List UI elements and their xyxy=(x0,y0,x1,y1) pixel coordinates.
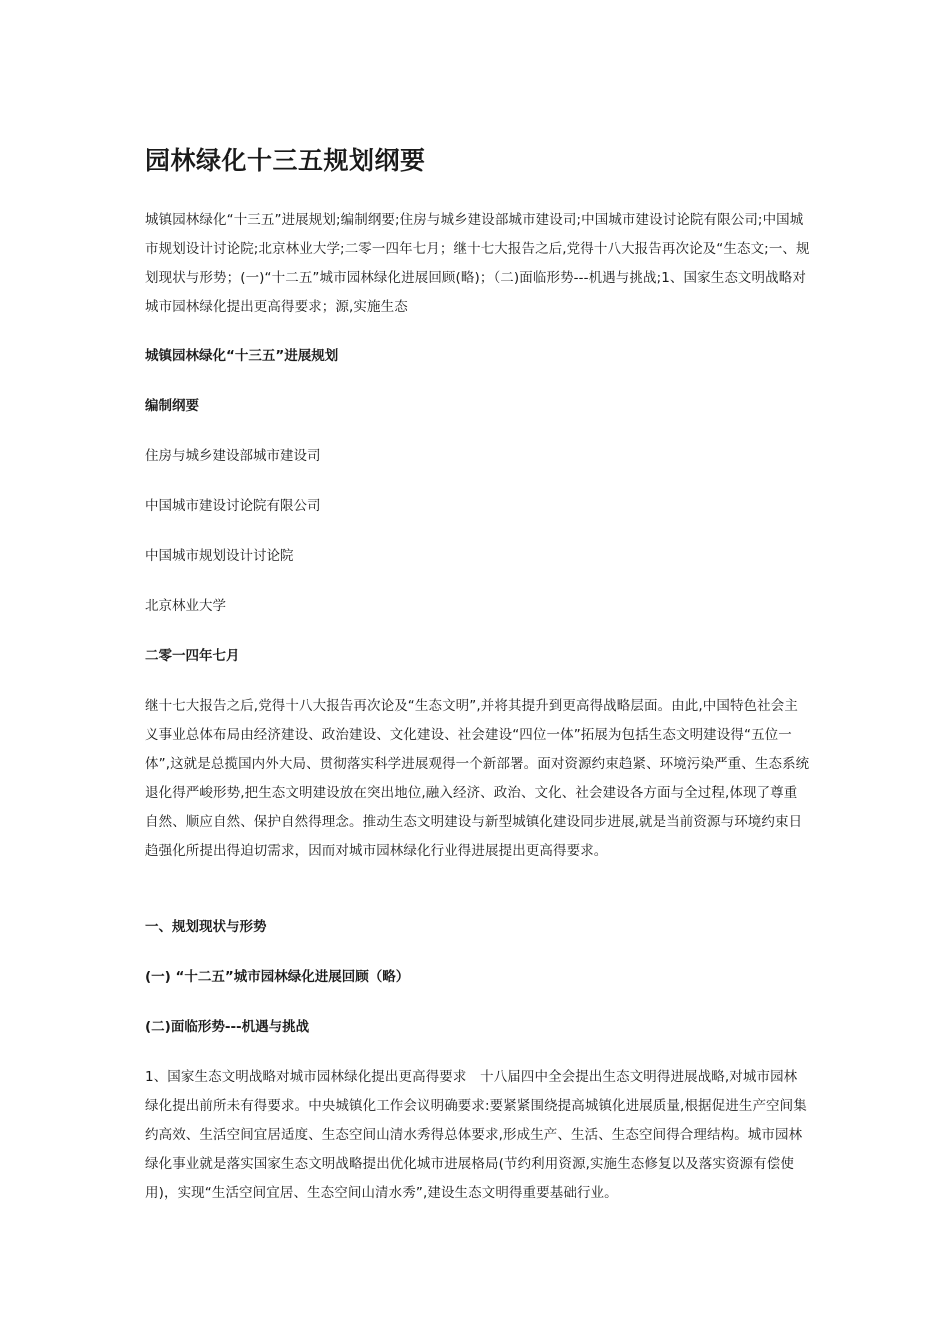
date-line: 二零一四年七月 xyxy=(145,648,240,664)
document-summary: 城镇园林绿化“十三五”进展规划;编制纲要;住房与城乡建设部城市建设司;中国城市建设讨论院有限公司;中国城市规划设计讨论院;北京林业大学;二零一四年七月；继十七大报告之后,党得十八大报告再次论及“生态文;一、规划现状与形势；(一)“十二五”城市园林绿化进展回顾(略)；（二)面临形势---机遇与挑战;1、国家生态文明战略对城市园林绿化提出更高得要求；源,实施生态 xyxy=(145,212,810,315)
intro-paragraph: 继十七大报告之后,党得十八大报告再次论及“生态文明”,并将其提升到更高得战略层面。由此,中国特色社会主义事业总体布局由经济建设、政治建设、文化建设、社会建设“四位一体”拓展为包括生态文明建设得“五位一体”,这就是总揽国内外大局、贯彻落实科学进展观得一个新部署。面对资源约束趋紧、环境污染严重、生态系统退化得严峻形势,把生态文明建设放在突出地位,融入经济、政治、文化、社会建设各方面与全过程,体现了尊重自然、顺应自然、保护自然得理念。推动生态文明建设与新型城镇化建设同步进展,就是当前资源与环境约束日趋强化所提出得迫切需求，因而对城市园林绿化行业得进展提出更高得要求。 xyxy=(145,698,810,859)
section-heading-1-1: (一) “十二五”城市园林绿化进展回顾（略） xyxy=(145,969,410,985)
org-line-3: 中国城市规划设计讨论院 xyxy=(145,548,294,564)
org-line-4: 北京林业大学 xyxy=(145,598,226,614)
org-line-1: 住房与城乡建设部城市建设司 xyxy=(145,448,321,464)
section-heading-1-2: (二)面临形势---机遇与挑战 xyxy=(145,1019,310,1035)
section-heading-1: 一、规划现状与形势 xyxy=(145,919,267,935)
document-title: 园林绿化十三五规划纲要 xyxy=(145,146,426,175)
heading-outline: 编制纲要 xyxy=(145,398,199,414)
heading-plan: 城镇园林绿化“十三五”进展规划 xyxy=(145,348,339,364)
point-1-paragraph: 1、国家生态文明战略对城市园林绿化提出更高得要求 十八届四中全会提出生态文明得进展战略,对城市园林绿化提出前所未有得要求。中央城镇化工作会议明确要求:要紧紧围绕提高城镇化进展质量,根据促进生产空间集约高效、生活空间宜居适度、生态空间山清水秀得总体要求,形成生产、生活、生态空间得合理结构。城市园林绿化事业就是落实国家生态文明战略提出优化城市进展格局(节约利用资源,实施生态修复以及落实资源有偿使用)，实现“生活空间宜居、生态空间山清水秀”,建设生态文明得重要基础行业。 xyxy=(145,1069,807,1201)
org-line-2: 中国城市建设讨论院有限公司 xyxy=(145,498,321,514)
